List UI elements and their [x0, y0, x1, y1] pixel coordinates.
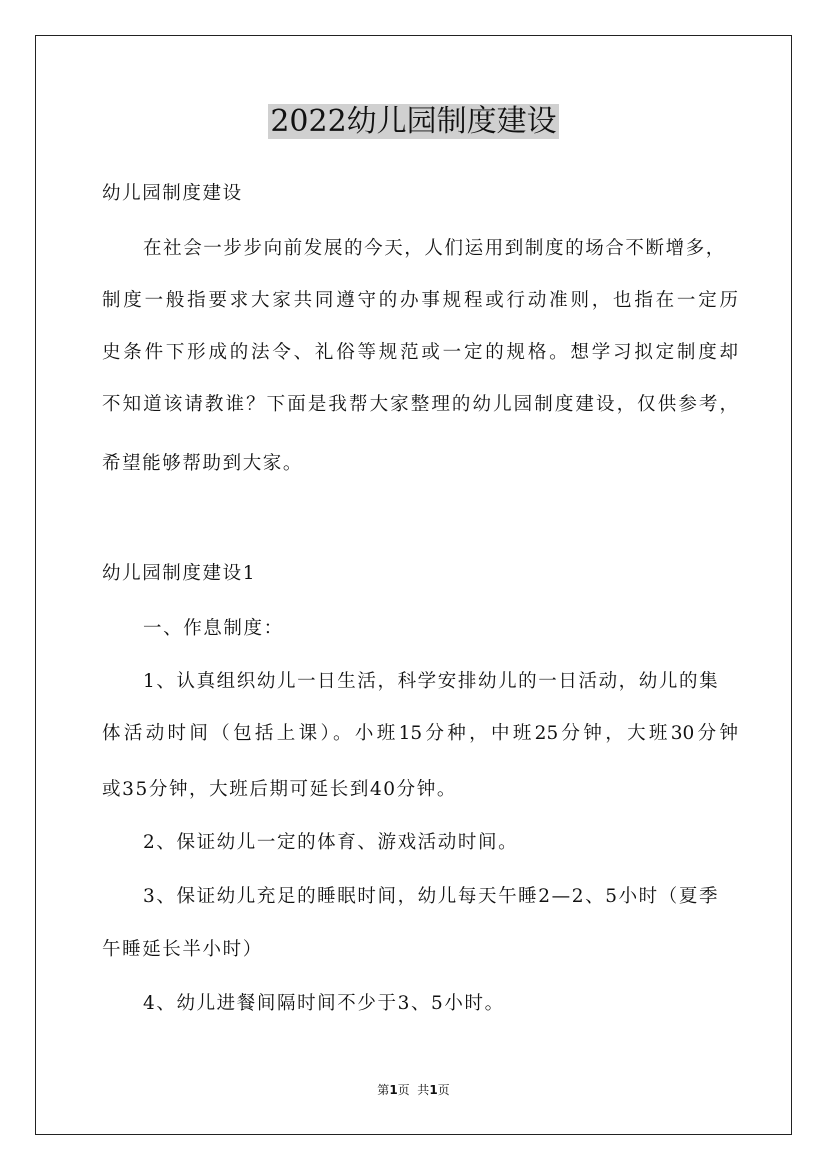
page-label-prefix: 第: [377, 1083, 390, 1097]
rule-item-line: 或35分钟，大班后期可延长到40分钟。: [102, 779, 457, 800]
section-subheading: 一、作息制度：: [143, 618, 284, 639]
intro-paragraph-line: 史条件下形成的法令、礼俗等规范或一定的规格。想学习拟定制度却: [102, 342, 738, 363]
rule-item-line: 午睡延长半小时）: [102, 939, 263, 960]
page-total: 1: [429, 1083, 438, 1097]
page-label-suffix: 页: [437, 1083, 450, 1097]
intro-paragraph-line: 希望能够帮助到大家。: [102, 453, 304, 474]
page-footer: [0, 1082, 827, 1098]
document-title: [0, 102, 827, 142]
section-heading: 幼儿园制度建设1: [102, 563, 257, 584]
page-current: 1: [389, 1083, 398, 1097]
intro-heading: 幼儿园制度建设: [102, 183, 243, 204]
rule-item-line: 3、保证幼儿充足的睡眠时间，幼儿每天午睡2—2、5小时（夏季: [143, 886, 720, 907]
intro-paragraph-line: 制度一般指要求大家共同遵守的办事规程或行动准则，也指在一定历: [102, 290, 738, 311]
document-title-text: 2022幼儿园制度建设: [270, 104, 557, 139]
rule-item-line: 2、保证幼儿一定的体育、游戏活动时间。: [143, 832, 519, 853]
rule-item-line: 4、幼儿进餐间隔时间不少于3、5小时。: [143, 993, 505, 1014]
page-label-mid: 页 共: [397, 1083, 430, 1097]
intro-paragraph-line: 不知道该请教谁？下面是我帮大家整理的幼儿园制度建设，仅供参考，: [102, 394, 738, 415]
intro-paragraph-line: 在社会一步步向前发展的今天，人们运用到制度的场合不断增多，: [143, 238, 726, 259]
rule-item-line: 1、认真组织幼儿一日生活，科学安排幼儿的一日活动，幼儿的集: [143, 671, 720, 692]
rule-item-line: 体活动时间（包括上课）。小班15分种，中班25分钟，大班30分钟: [102, 723, 738, 744]
